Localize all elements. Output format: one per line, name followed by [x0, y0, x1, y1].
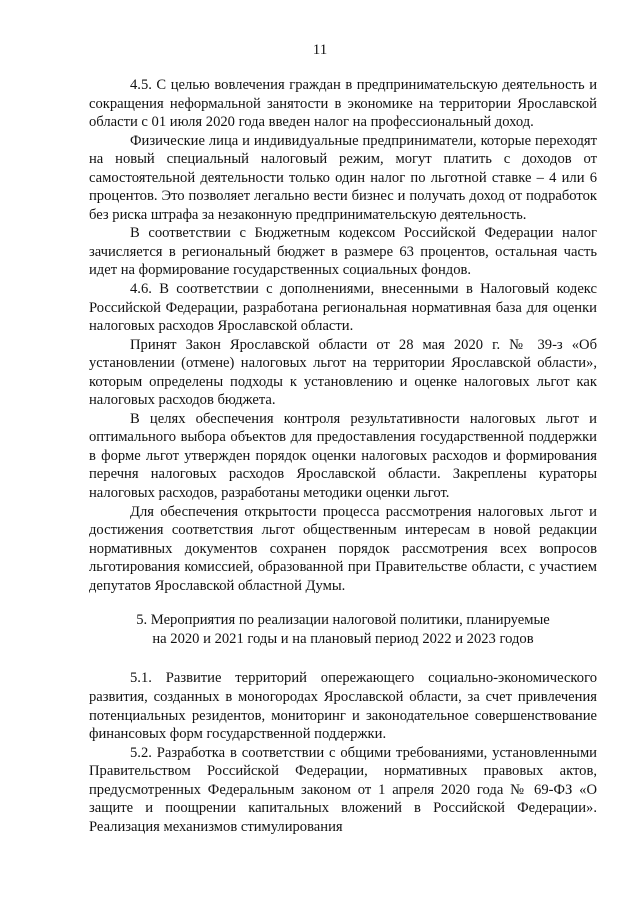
paragraph-4-5: 4.5. С целью вовлечения граждан в предпринимательскую деятельность и сокращения неформальной занятости в экономике на территории Ярославской области с 01 июля 2020 года введен налог на профессиональный доход. — [89, 77, 597, 131]
section-5-heading-line-1: 5. Мероприятия по реализации налоговой политики, планируемые — [136, 612, 550, 629]
paragraph-5-1: 5.1. Развитие территорий опережающего социально-экономического развития, созданных в моногородах Ярославской области, за счет привлечения потенциальных резидентов, мониторинг и законодательное совершенствование финансовых форм государственной поддержки. — [89, 670, 597, 743]
paragraph-4-6: 4.6. В соответствии с дополнениями, внесенными в Налоговый кодекс Российской Федерации, разработана региональная нормативная база для оценки налоговых расходов Ярославской области. — [89, 281, 597, 335]
document-body — [89, 76, 597, 836]
section-5-heading — [89, 611, 597, 648]
page-number: 11 — [312, 42, 328, 58]
paragraph-5-2: 5.2. Разработка в соответствии с общими требованиями, установленными Правительством Российской Федерации, нормативных правовых актов, предусмотренных Федеральным законом от 1 апреля 2020 года № 69-ФЗ «О защите и поощрении капитальных вложений в Российской Федерации». Реализация механизмов стимулирования — [89, 744, 597, 835]
section-5-heading-line-2: на 2020 и 2021 годы и на плановый период 2022 и 2023 годов — [152, 630, 534, 647]
paragraph-self-employed: Физические лица и индивидуальные предприниматели, которые переходят на новый специальный налоговый режим, могут платить с доходов от самостоятельной деятельности только один налог по льготной ставке – 4 или 6 процентов. Это позволяет легально вести бизнес и получать доход от подработок без риска штрафа за незаконную предпринимательскую деятельность. — [89, 132, 597, 223]
paragraph-transparency: Для обеспечения открытости процесса рассмотрения налоговых льгот и достижения соответствия льгот общественным интересам в новой редакции нормативных документов сохранен порядок рассмотрения всех вопросов льготирования комиссией, образованной при Правительстве области, с участием депутатов Ярославской областной Думы. — [89, 503, 597, 594]
paragraph-budget-code: В соответствии с Бюджетным кодексом Российской Федерации налог зачисляется в региональный бюджет в размере 63 процентов, остальная часть идет на формирование государственных социальных фондов. — [89, 225, 597, 279]
paragraph-tax-expenses-control: В целях обеспечения контроля результативности налоговых льгот и оптимального выбора объектов для предоставления государственной поддержки в форме льгот утвержден порядок оценки налоговых расходов и формирования перечня налоговых расходов Ярославской области. Закреплены кураторы налоговых расходов, разработаны методики оценки льгот. — [89, 410, 597, 502]
paragraph-law-39z: Принят Закон Ярославской области от 28 мая 2020 г. № 39-з «Об установлении (отмене) налоговых льгот на территории Ярославской области», которым определены подходы к установлению и оценке налоговых льгот как налоговых расходов бюджета. — [89, 336, 597, 409]
